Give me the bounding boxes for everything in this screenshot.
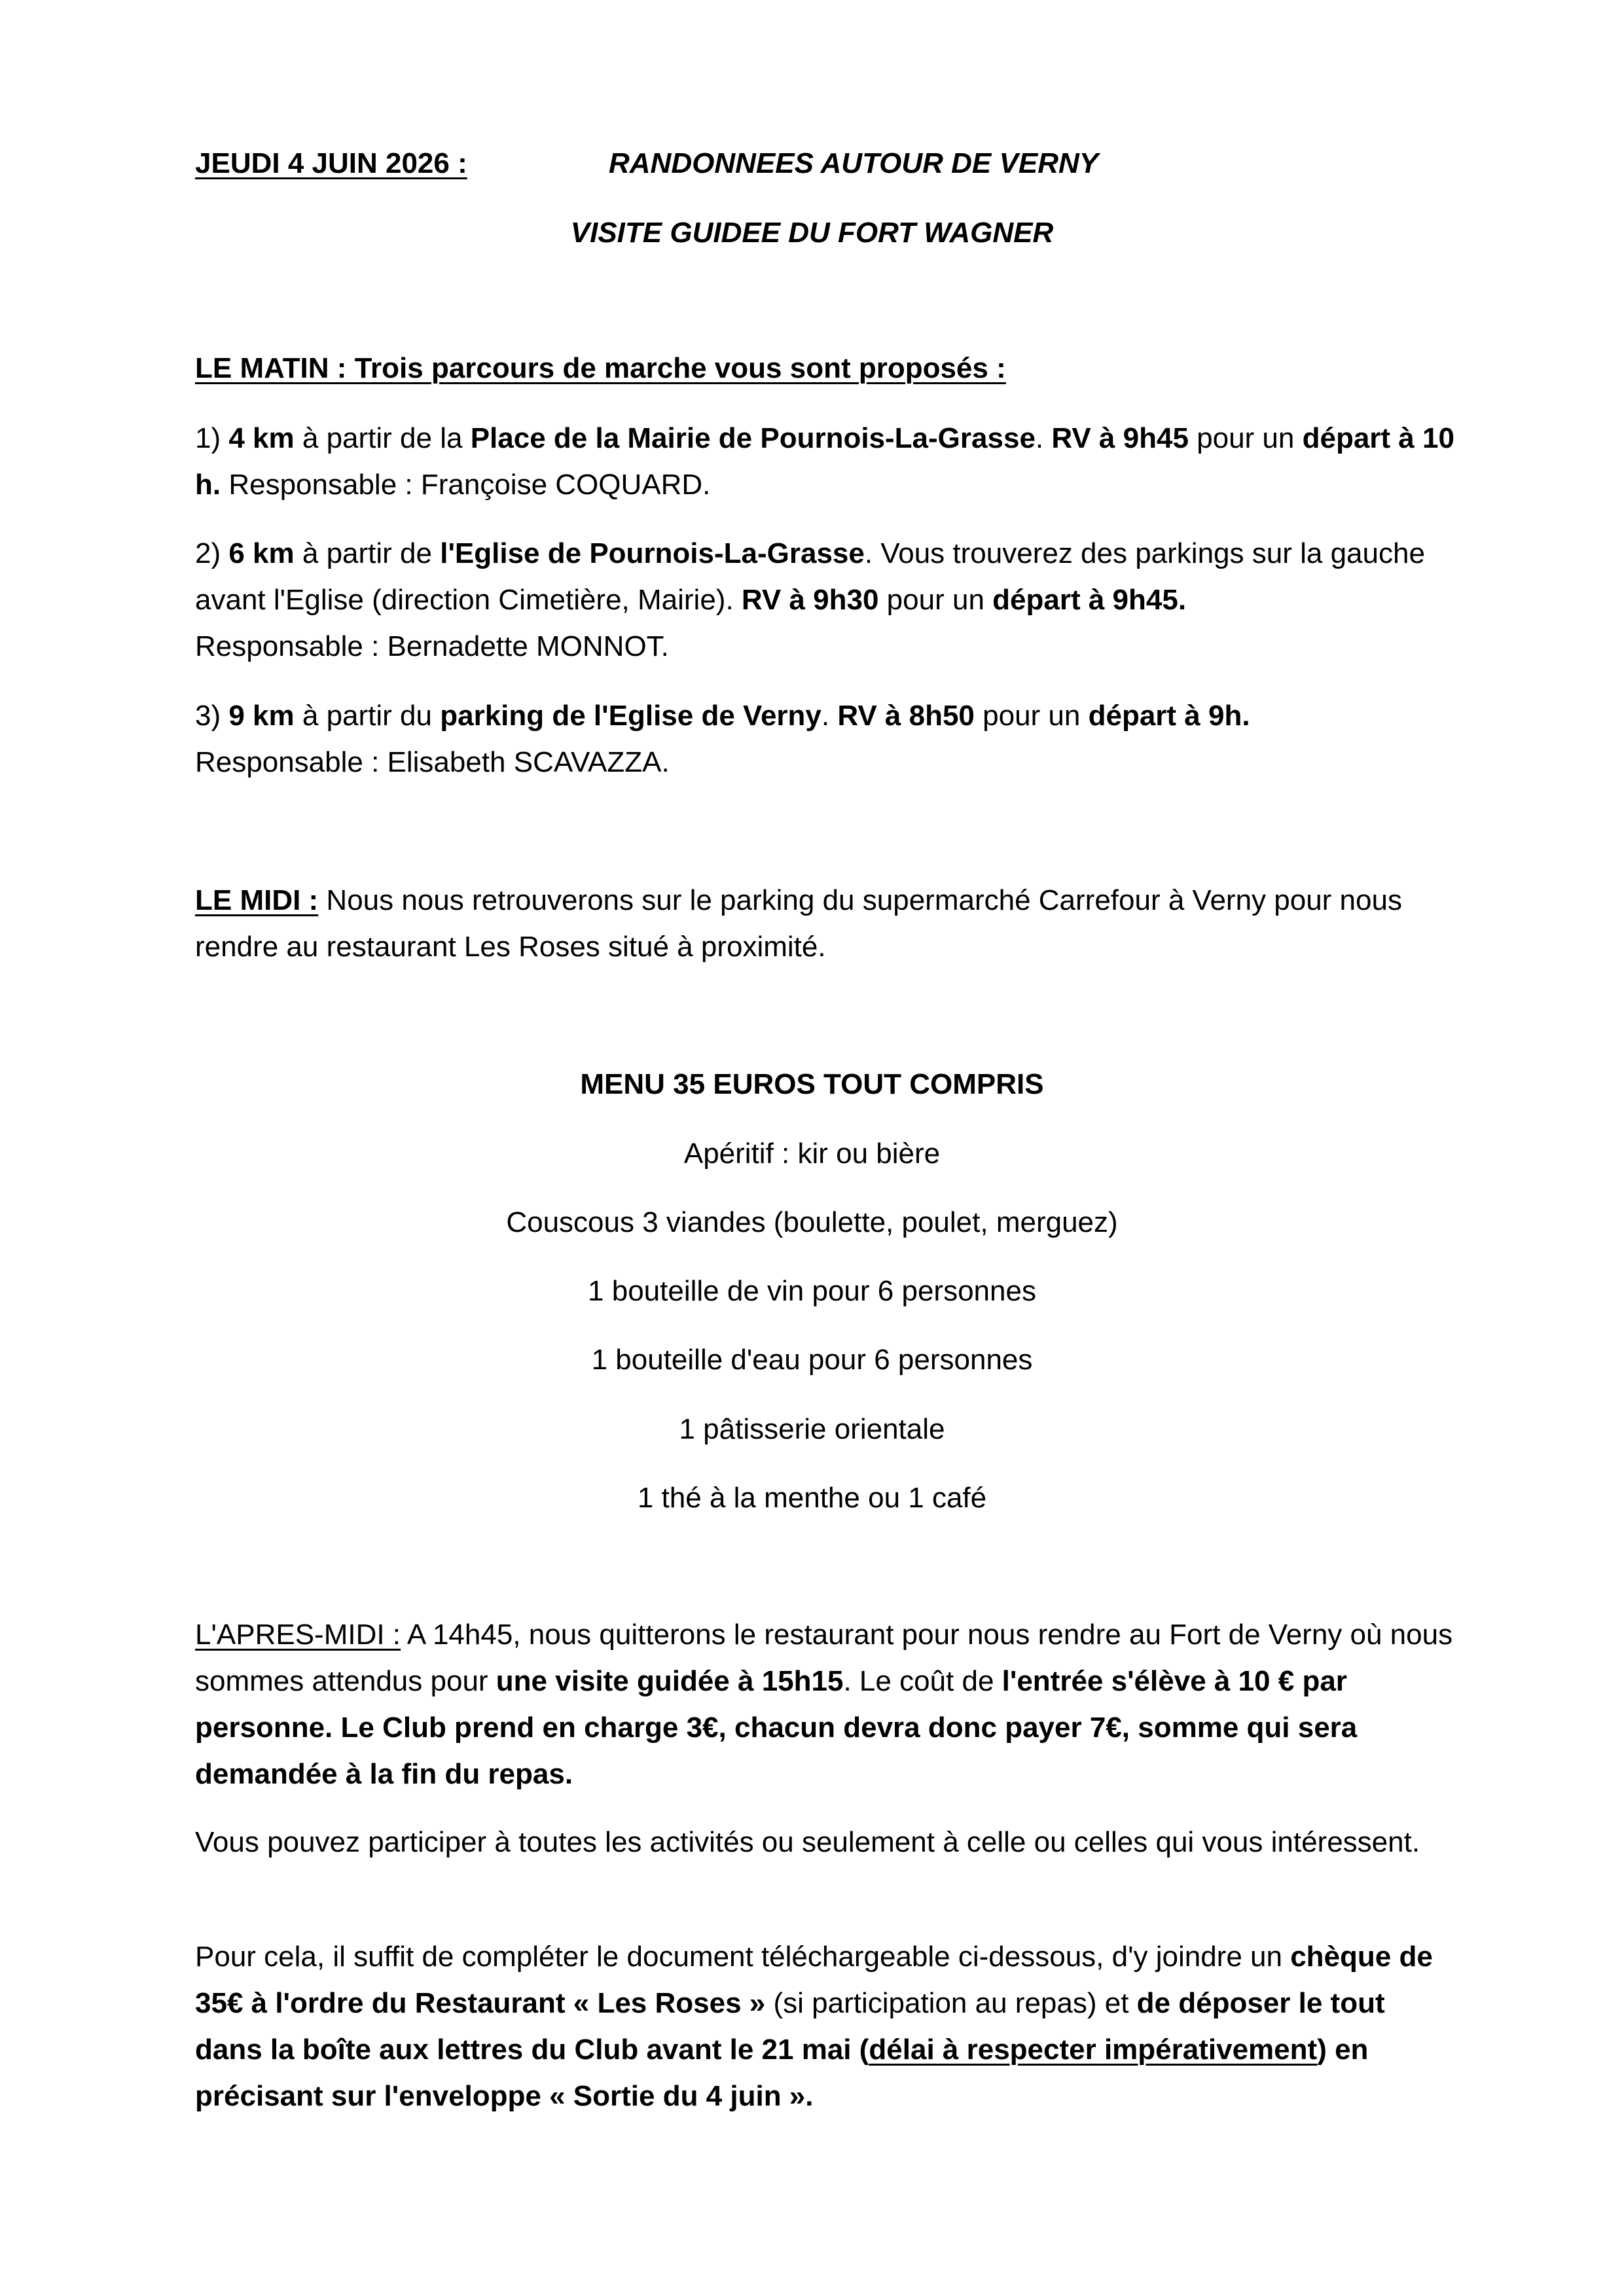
route-1: 1) 4 km à partir de la Place de la Mairie de Pournois-La-Grasse. RV à 9h45 pour un départ à 10 h. Responsable : Françoise COQUARD. <box>195 422 1454 501</box>
menu-item: 1 bouteille de vin pour 6 personnes <box>588 1275 1036 1307</box>
apres-midi-paragraph: L'APRES-MIDI : A 14h45, nous quitterons le restaurant pour nous rendre au Fort de Verny où nous sommes attendus pour une visite guidée à 15h15. Le coût de l'entrée s'élève à 10 € par personne. Le Club prend en charge 3€, chacun devra donc payer 7€, somme qui sera demandée à la fin du repas. <box>195 1619 1453 1790</box>
route-3: 3) 9 km à partir du parking de l'Eglise de Verny. RV à 8h50 pour un départ à 9h. Responsable : Elisabeth SCAVAZZA. <box>195 700 1250 778</box>
instructions-paragraph: Pour cela, il suffit de compléter le document téléchargeable ci-dessous, d'y joindre un chèque de 35€ à l'ordre du Restaurant « Les Roses » (si participation au repas) et de déposer le tout dans la boîte aux lettres du Club avant le 21 mai (délai à respecter impérativement) en précisant sur l'enveloppe « Sortie du 4 juin ». <box>195 1941 1433 2112</box>
menu-item: Apéritif : kir ou bière <box>683 1138 941 1170</box>
menu-item: Couscous 3 viandes (boulette, poulet, merguez) <box>506 1206 1118 1238</box>
midi-paragraph: LE MIDI : Nous nous retrouverons sur le parking du supermarché Carrefour à Verny pour nous rendre au restaurant Les Roses situé à proximité. <box>195 884 1402 963</box>
event-title: RANDONNEES AUTOUR DE VERNY <box>609 147 1099 179</box>
apres-midi-label: L'APRES-MIDI : <box>195 1619 401 1651</box>
event-subtitle: VISITE GUIDEE DU FORT WAGNER <box>570 217 1054 249</box>
participation-paragraph: Vous pouvez participer à toutes les activités ou seulement à celle ou celles qui vous intéressent. <box>195 1826 1420 1858</box>
event-date: JEUDI 4 JUIN 2026 : <box>195 147 467 179</box>
route-2: 2) 6 km à partir de l'Eglise de Pournois-La-Grasse. Vous trouverez des parkings sur la gauche avant l'Eglise (direction Cimetière, Mairie). RV à 9h30 pour un départ à 9h45. Responsable : Bernadette MONNOT. <box>195 537 1425 662</box>
header-line-1 <box>195 140 1458 187</box>
midi-label: LE MIDI : <box>195 884 319 916</box>
menu-title: MENU 35 EUROS TOUT COMPRIS <box>580 1068 1044 1100</box>
menu-item: 1 pâtisserie orientale <box>679 1413 945 1445</box>
menu-item: 1 bouteille d'eau pour 6 personnes <box>591 1344 1033 1376</box>
menu-item: 1 thé à la menthe ou 1 café <box>637 1482 987 1514</box>
matin-heading: LE MATIN : Trois parcours de marche vous sont proposés : <box>195 352 1006 384</box>
